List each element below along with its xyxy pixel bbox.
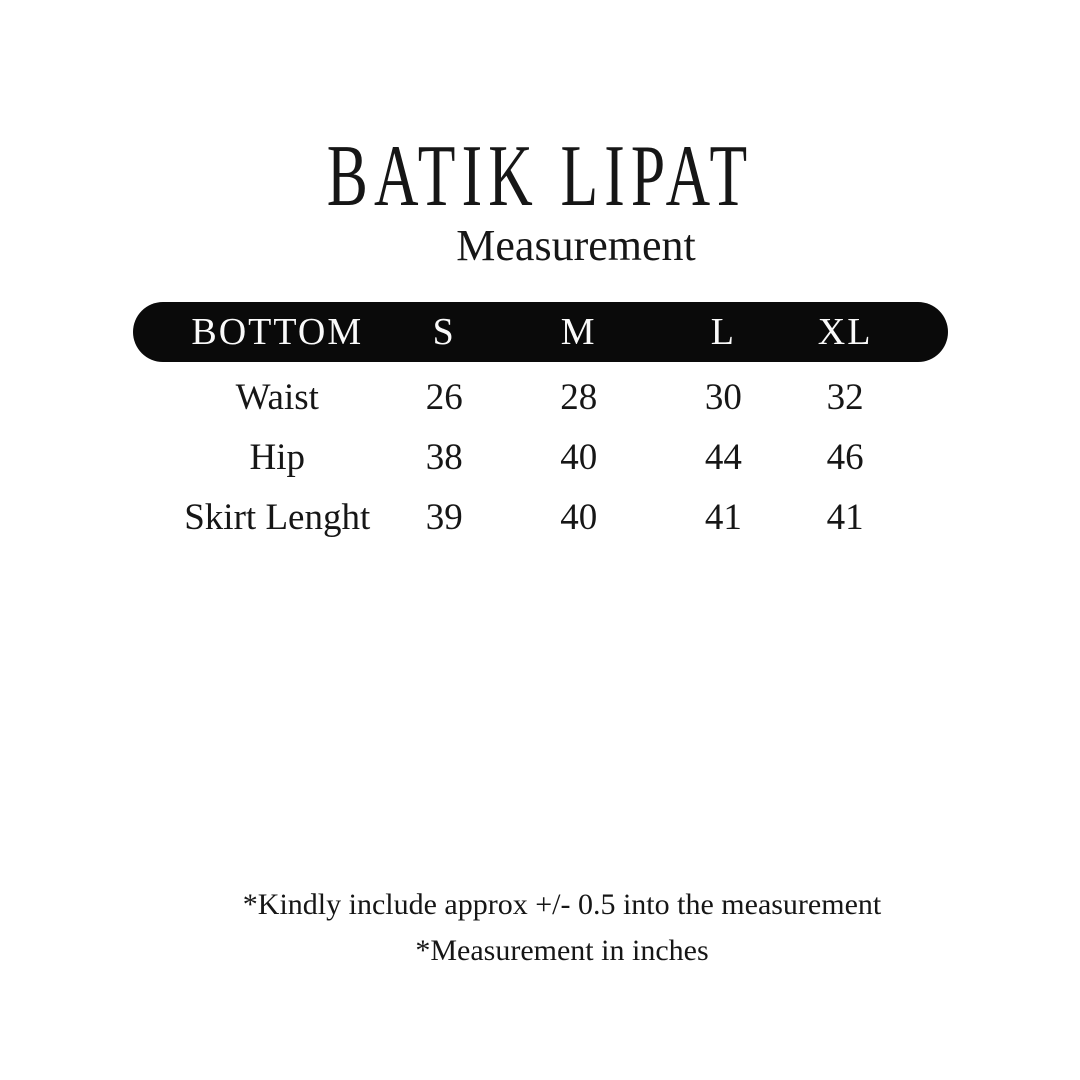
table-body — [133, 367, 948, 547]
cell-value: 38 — [425, 436, 463, 478]
cell-value: 28 — [560, 376, 598, 418]
page-title: BATIK LIPAT — [326, 128, 754, 225]
cell-value: 40 — [560, 436, 598, 478]
header-cell-s: S — [432, 311, 456, 353]
page-subtitle: Measurement — [456, 221, 696, 270]
note-line: *Kindly include approx +/- 0.5 into the measurement — [242, 888, 882, 921]
table-row-waist — [133, 367, 948, 427]
cell-value: 40 — [560, 496, 598, 538]
row-label: Skirt Lenght — [184, 496, 371, 538]
note-line: *Measurement in inches — [415, 934, 709, 967]
row-label: Hip — [249, 436, 305, 478]
cell-value: 39 — [425, 496, 463, 538]
measurement-notes — [22, 882, 1080, 974]
header-cell-l: L — [710, 311, 736, 353]
cell-value: 32 — [826, 376, 864, 418]
cell-value: 41 — [826, 496, 864, 538]
cell-value: 30 — [704, 376, 742, 418]
cell-value: 46 — [826, 436, 864, 478]
table-row-hip — [133, 427, 948, 487]
cell-value: 41 — [704, 496, 742, 538]
cell-value: 44 — [704, 436, 742, 478]
cell-value: 26 — [425, 376, 463, 418]
size-table — [133, 302, 948, 547]
table-header-row — [133, 302, 948, 362]
table-row-skirt-length — [133, 487, 948, 547]
row-label: Waist — [235, 376, 319, 418]
header-cell-bottom: BOTTOM — [191, 311, 364, 353]
header-cell-m: M — [560, 311, 597, 353]
header-cell-xl: XL — [817, 311, 873, 353]
